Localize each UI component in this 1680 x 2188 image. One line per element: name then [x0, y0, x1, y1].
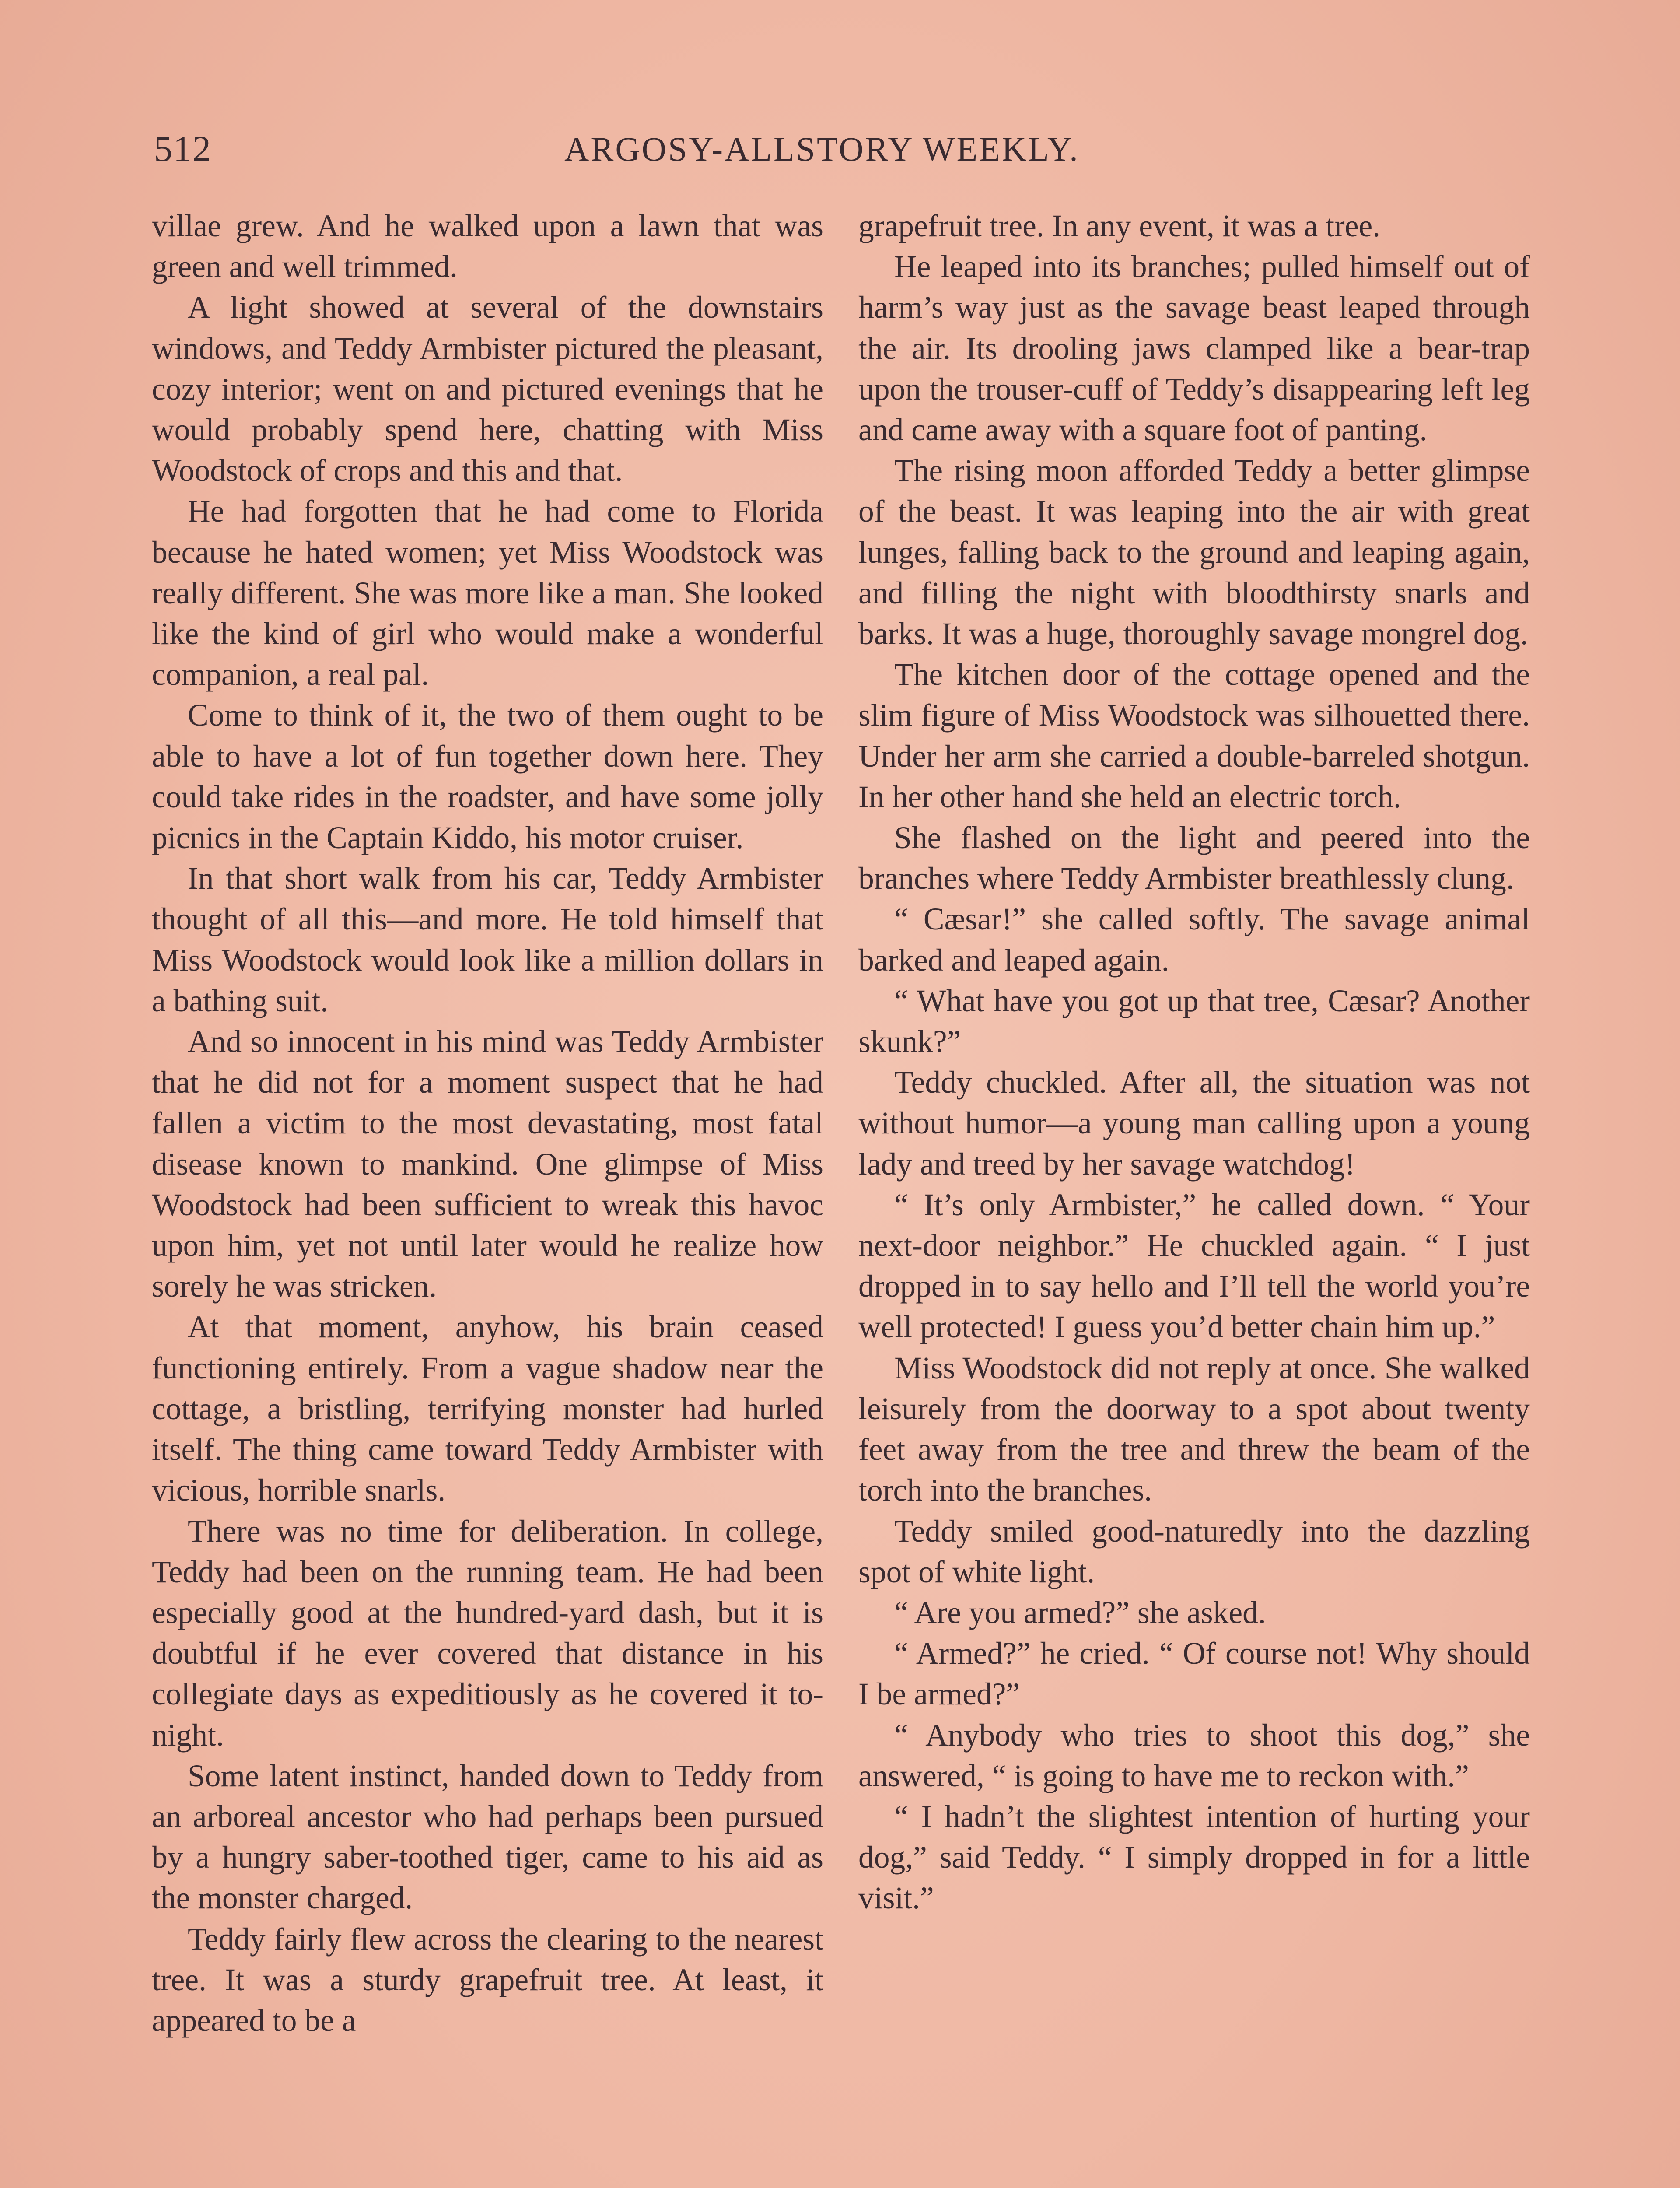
right-column	[858, 206, 1530, 1919]
paragraph: Miss Woodstock did not reply at once. She walked leisurely from the doorway to a spot about twenty feet away from the tree and threw the beam of the torch into the branches.	[858, 1350, 1530, 1508]
paragraph: “ Are you armed?” she asked.	[894, 1595, 1266, 1630]
paragraph: The kitchen door of the cottage opened and the slim figure of Miss Woodstock was silhouetted there. Under her arm she carried a double-barreled shotgun. In her other hand she held an electric torch.	[858, 657, 1530, 814]
paragraph: A light showed at several of the downstairs windows, and Teddy Armbister pictured the pleasant, cozy interior; went on and pictured evenings that he would probably spend here, chatting with Miss Woodstock of crops and this and that.	[152, 290, 823, 488]
paragraph: “ What have you got up that tree, Cæsar? Another skunk?”	[858, 983, 1530, 1059]
paragraph: Teddy smiled good-naturedly into the dazzling spot of white light.	[858, 1514, 1530, 1589]
paragraph: She flashed on the light and peered into the branches where Teddy Armbister breathlessly clung.	[858, 820, 1530, 896]
paragraph: The rising moon afforded Teddy a better glimpse of the beast. It was leaping into the air with great lunges, falling back to the ground and leaping again, and filling the night with bloodthirsty snarls and barks. It was a huge, thoroughly savage mongrel dog.	[858, 453, 1530, 652]
paragraph: In that short walk from his car, Teddy Armbister thought of all this—and more. He told himself that Miss Woodstock would look like a million dollars in a bathing suit.	[152, 861, 823, 1018]
paragraph: “ Cæsar!” she called softly. The savage animal barked and leaped again.	[858, 902, 1530, 978]
paragraph: “ I hadn’t the slightest intention of hurting your dog,” said Teddy. “ I simply dropped in for a little visit.”	[858, 1799, 1530, 1916]
paragraph: Teddy chuckled. After all, the situation was not without humor—a young man calling upon a young lady and treed by her savage watchdog!	[858, 1065, 1530, 1182]
paragraph: There was no time for deliberation. In college, Teddy had been on the running team. He had been especially good at the hundred-yard dash, but it is doubtful if he ever covered that distance in his collegiate days as expeditiously as he covered it tonight.	[152, 1514, 823, 1753]
paragraph: “ It’s only Armbister,” he called down. “ Your next-door neighbor.” He chuckled again. “ I just dropped in to say hello and I’ll tell the world you’re well protected! I guess you’d better chain him up.”	[858, 1187, 1530, 1345]
paragraph: And so innocent in his mind was Teddy Armbister that he did not for a moment suspect that he had fallen a victim to the most devastating, most fatal disease known to mankind. One glimpse of Miss Woodstock had been sufficient to wreak this havoc upon him, yet not until later would he realize how sorely he was stricken.	[152, 1024, 823, 1304]
running-head: ARGOSY-ALLSTORY WEEKLY.	[564, 130, 1080, 168]
paragraph: villae grew. And he walked upon a lawn that was green and well trimmed.	[152, 209, 823, 284]
paragraph: Come to think of it, the two of them ought to be able to have a lot of fun together down here. They could take rides in the roadster, and have some jolly picnics in the Captain Kiddo, his motor cruiser.	[152, 698, 823, 856]
paragraph: “ Anybody who tries to shoot this dog,” she answered, “ is going to have me to reckon with.”	[858, 1718, 1530, 1793]
paragraph: At that moment, anyhow, his brain ceased functioning entirely. From a vague shadow near the cottage, a bristling, terrifying monster had hurled itself. The thing came toward Teddy Armbister with vicious, horrible snarls.	[152, 1310, 823, 1508]
page-number: 512	[154, 129, 212, 169]
paragraph: He leaped into its branches; pulled himself out of harm’s way just as the savage beast leaped through the air. Its drooling jaws clamped like a bear-trap upon the trouser-cuff of Teddy’s disappearing left leg and came away with a square foot of panting.	[858, 249, 1530, 448]
left-column	[152, 206, 823, 2041]
paragraph: Some latent instinct, handed down to Teddy from an arboreal ancestor who had perhaps been pursued by a hungry saber-toothed tiger, came to his aid as the monster charged.	[152, 1758, 823, 1916]
paragraph: grapefruit tree. In any event, it was a tree.	[858, 209, 1381, 243]
paragraph: “ Armed?” he cried. “ Of course not! Why should I be armed?”	[858, 1636, 1530, 1712]
paragraph: Teddy fairly flew across the clearing to the nearest tree. It was a sturdy grapefruit tree. At least, it appeared to be a	[152, 1922, 823, 2038]
paragraph: He had forgotten that he had come to Florida because he hated women; yet Miss Woodstock was really different. She was more like a man. She looked like the kind of girl who would make a wonderful companion, a real pal.	[152, 494, 823, 692]
